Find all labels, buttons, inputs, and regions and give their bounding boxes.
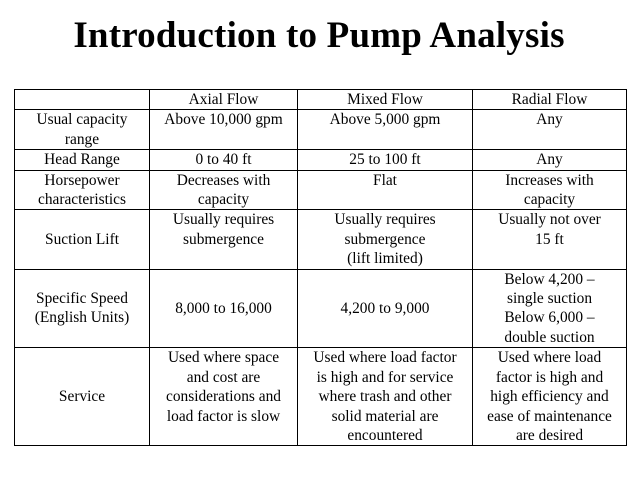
row-label-service: Service [15,348,150,446]
cell-suction-lift-radial: Usually not over 15 ft [473,210,627,269]
cell-capacity-mixed: Above 5,000 gpm [298,110,473,150]
cell-horsepower-mixed: Flat [298,170,473,210]
table-row-service [15,348,627,446]
cell-specific-speed-radial: Below 4,200 – single suction Below 6,000 – double suction [473,269,627,348]
pump-comparison-table [14,89,627,446]
header-cell-mixed: Mixed Flow [298,90,473,110]
cell-specific-speed-mixed: 4,200 to 9,000 [298,269,473,348]
cell-horsepower-radial: Increases with capacity [473,170,627,210]
cell-service-axial: Used where space and cost are considerations and load factor is slow [150,348,298,446]
cell-head-range-axial: 0 to 40 ft [150,150,298,170]
table-header-row [15,90,627,110]
table-row-suction-lift [15,210,627,269]
cell-specific-speed-axial: 8,000 to 16,000 [150,269,298,348]
cell-service-radial: Used where load factor is high and high efficiency and ease of maintenance are desired [473,348,627,446]
table-row-horsepower [15,170,627,210]
cell-suction-lift-axial: Usually requires submergence [150,210,298,269]
row-label-head-range: Head Range [15,150,150,170]
cell-suction-lift-mixed: Usually requires submergence (lift limited) [298,210,473,269]
cell-capacity-radial: Any [473,110,627,150]
row-label-specific-speed: Specific Speed (English Units) [15,269,150,348]
page-title: Introduction to Pump Analysis [73,15,565,56]
row-label-horsepower: Horsepower characteristics [15,170,150,210]
header-cell-blank [15,90,150,110]
header-cell-axial: Axial Flow [150,90,298,110]
row-label-capacity: Usual capacity range [15,110,150,150]
cell-head-range-radial: Any [473,150,627,170]
cell-horsepower-axial: Decreases with capacity [150,170,298,210]
table-row-capacity [15,110,627,150]
header-cell-radial: Radial Flow [473,90,627,110]
cell-capacity-axial: Above 10,000 gpm [150,110,298,150]
table-row-head-range [15,150,627,170]
row-label-suction-lift: Suction Lift [15,210,150,269]
cell-head-range-mixed: 25 to 100 ft [298,150,473,170]
table-row-specific-speed [15,269,627,348]
cell-service-mixed: Used where load factor is high and for service where trash and other solid material are encountered [298,348,473,446]
